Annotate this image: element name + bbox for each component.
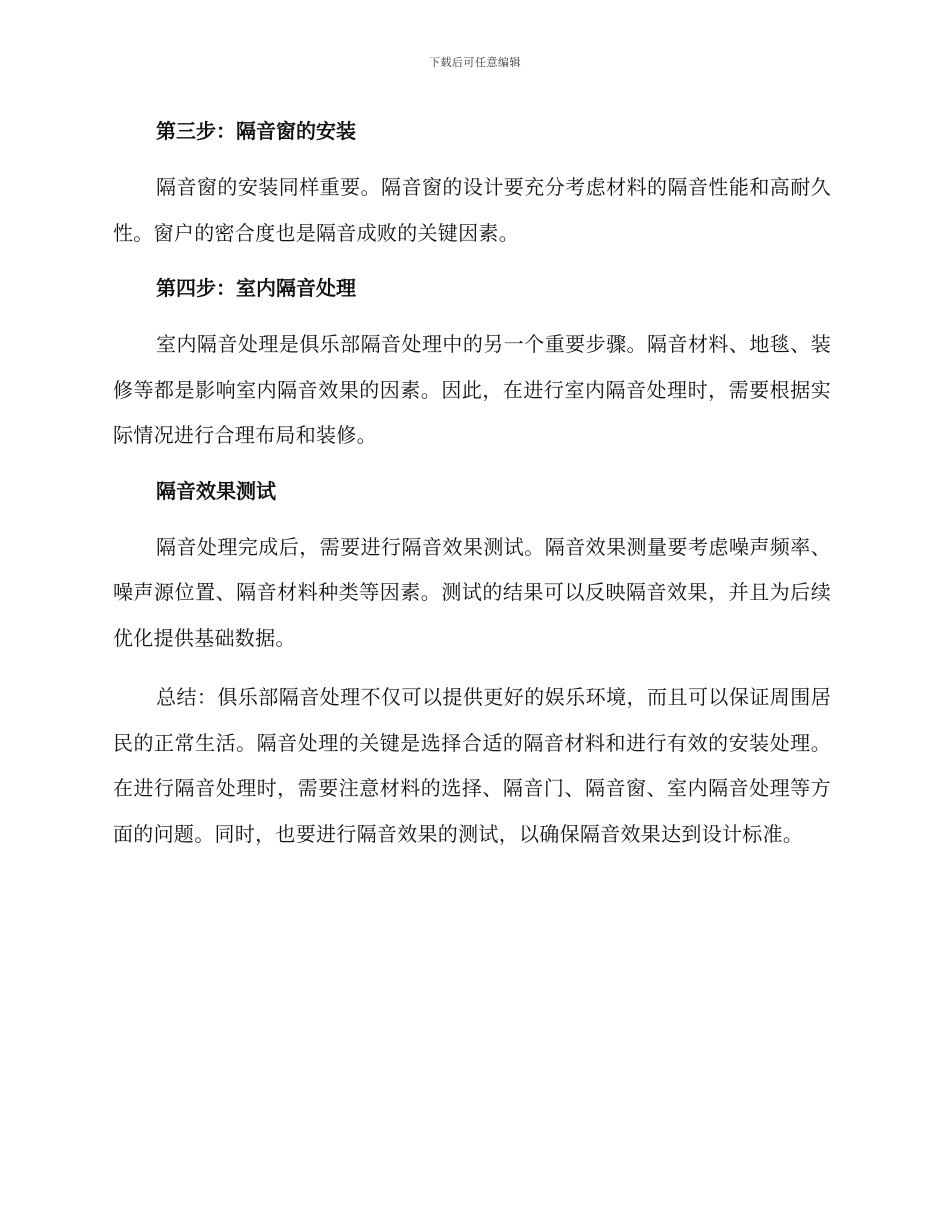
section-paragraph-indoor-treatment: 室内隔音处理是俱乐部隔音处理中的另一个重要步骤。隔音材料、地毯、装修等都是影响室内隔音效果的因素。因此，在进行室内隔音处理时，需要根据实际情况进行合理布局和装修。 <box>113 332 831 447</box>
section-paragraph-effect-test: 隔音处理完成后，需要进行隔音效果测试。隔音效果测量要考虑噪声频率、噪声源位置、隔音材料种类等因素。测试的结果可以反映隔音效果，并且为后续优化提供基础数据。 <box>113 534 831 650</box>
section-paragraph-window-install: 隔音窗的安装同样重要。隔音窗的设计要充分考虑材料的隔音性能和高耐久性。窗户的密合度也是隔音成败的关键因素。 <box>113 175 831 245</box>
page-header-note: 下载后可任意编辑 <box>429 56 521 69</box>
section-heading-effect-test: 隔音效果测试 <box>156 478 276 503</box>
section-heading-window-install: 第三步：隔音窗的安装 <box>156 119 356 143</box>
summary-paragraph: 总结：俱乐部隔音处理不仅可以提供更好的娱乐环境，而且可以保证周围居民的正常生活。隔音处理的关键是选择合适的隔音材料和进行有效的安装处理。在进行隔音处理时，需要注意材料的选择、隔音门、隔音窗、室内隔音处理等方面的问题。同时，也要进行隔音效果的测试，以确保隔音效果达到设计标准。 <box>113 685 831 846</box>
document-body <box>113 110 831 857</box>
section-heading-indoor-treatment: 第四步：室内隔音处理 <box>156 276 356 300</box>
